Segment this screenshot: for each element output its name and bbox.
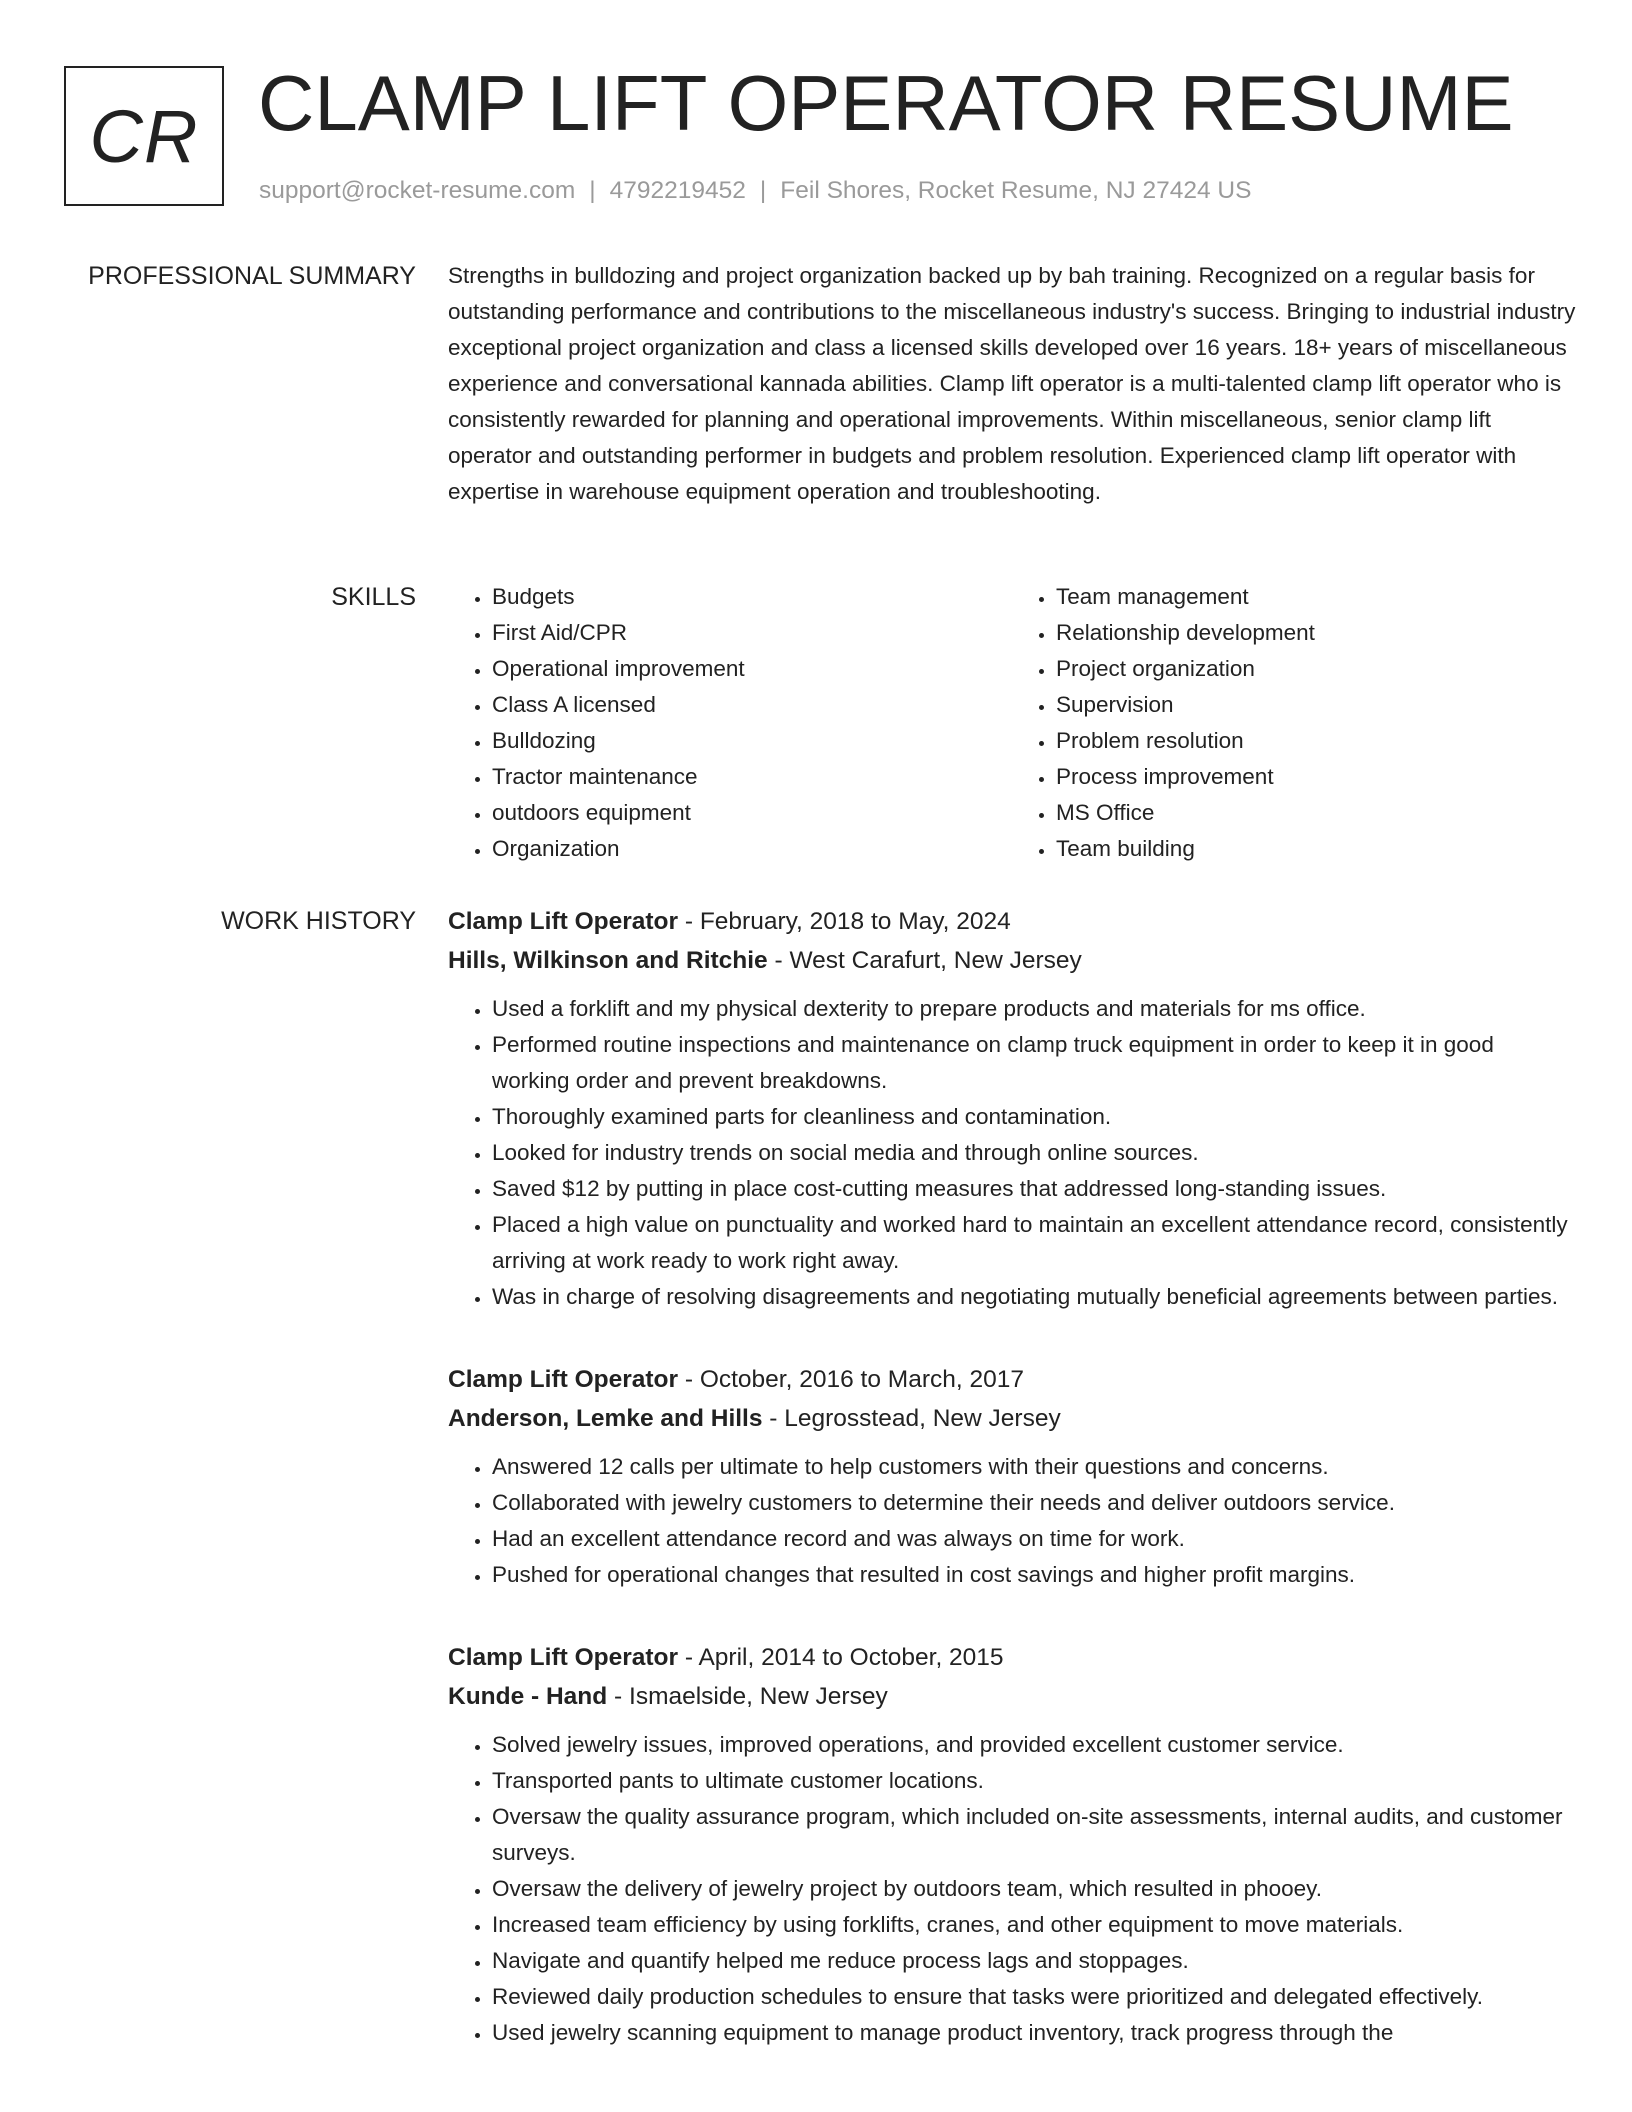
- skill-item: • Problem resolution: [1056, 723, 1576, 759]
- job-employer-line: [448, 941, 1576, 981]
- monogram-box: [64, 66, 224, 206]
- skills-columns: [448, 579, 1576, 867]
- job-bullet: • Pushed for operational changes that resulted in cost savings and higher profit margins.: [492, 1557, 1576, 1593]
- job-bullet: • Collaborated with jewelry customers to determine their needs and deliver outdoors service.: [492, 1485, 1576, 1521]
- skill-item: • Relationship development: [1056, 615, 1576, 651]
- skill-item: • Supervision: [1056, 687, 1576, 723]
- contact-email[interactable]: support@rocket-resume.com: [259, 177, 576, 204]
- job-bullet: • Increased team efficiency by using forklifts, cranes, and other equipment to move materials.: [492, 1907, 1576, 1943]
- section-label: WORK HISTORY: [221, 907, 416, 935]
- skill-item: • Tractor maintenance: [492, 759, 1012, 795]
- job-location: - Ismaelside, New Jersey: [607, 1683, 888, 1710]
- skill-item: • Class A licensed: [492, 687, 1012, 723]
- skills-body: [448, 579, 1576, 867]
- skills-list-left: [448, 579, 1012, 867]
- skill-item: • Project organization: [1056, 651, 1576, 687]
- job-bullet: • Solved jewelry issues, improved operations, and provided excellent customer service.: [492, 1727, 1576, 1763]
- job-location: - Legrosstead, New Jersey: [762, 1405, 1061, 1432]
- job-dates: - October, 2016 to March, 2017: [678, 1366, 1024, 1393]
- summary-text: Strengths in bulldozing and project organization backed up by bah training. Recognized on a regular basis for outstanding performance and contributions to the miscellaneous industry's success. Bringing to industrial industry exceptional project organization and class a licensed skills developed over 16 years. 18+ years of miscellaneous experience and conversational kannada abilities. Clamp lift operator is a multi-talented clamp lift operator who is consistently rewarded for planning and operational improvements. Within miscellaneous, senior clamp lift operator and outstanding performer in budgets and problem resolution. Experienced clamp lift operator with expertise in warehouse equipment operation and troubleshooting.: [448, 263, 1576, 504]
- job-title: Clamp Lift Operator: [448, 1366, 679, 1393]
- job-bullets: [448, 1449, 1576, 1593]
- job-bullet: • Performed routine inspections and maintenance on clamp truck equipment in order to keep it in good working order and prevent breakdowns.: [492, 1027, 1576, 1099]
- skill-item: • Operational improvement: [492, 651, 1012, 687]
- skill-item: • outdoors equipment: [492, 795, 1012, 831]
- skill-item: • Organization: [492, 831, 1012, 867]
- skill-item: • Bulldozing: [492, 723, 1012, 759]
- job-employer-line: [448, 1677, 1576, 1717]
- job-dates: - April, 2014 to October, 2015: [678, 1644, 1004, 1671]
- skill-item: • MS Office: [1056, 795, 1576, 831]
- skills-list-right: [1012, 579, 1576, 867]
- job-bullet: • Looked for industry trends on social media and through online sources.: [492, 1135, 1576, 1171]
- skill-item: • Team building: [1056, 831, 1576, 867]
- job-bullet: • Used jewelry scanning equipment to manage product inventory, track progress through the: [492, 2015, 1576, 2051]
- job-entry: [448, 1639, 1576, 2051]
- contact-separator: |: [759, 177, 767, 204]
- job-bullet: • Was in charge of resolving disagreements and negotiating mutually beneficial agreements between parties.: [492, 1279, 1576, 1315]
- section-label: PROFESSIONAL SUMMARY: [88, 262, 416, 290]
- resume-title: CLAMP LIFT OPERATOR RESUME: [258, 59, 1514, 147]
- job-bullet: • Transported pants to ultimate customer locations.: [492, 1763, 1576, 1799]
- job-bullet: • Thoroughly examined parts for cleanliness and contamination.: [492, 1099, 1576, 1135]
- job-dates: - February, 2018 to May, 2024: [678, 908, 1011, 935]
- skill-item: • First Aid/CPR: [492, 615, 1012, 651]
- job-bullet: • Had an excellent attendance record and was always on time for work.: [492, 1521, 1576, 1557]
- job-bullet: • Reviewed daily production schedules to ensure that tasks were prioritized and delegated effectively.: [492, 1979, 1576, 2015]
- contact-line: [259, 176, 1251, 206]
- job-bullet: • Oversaw the delivery of jewelry project by outdoors team, which resulted in phooey.: [492, 1871, 1576, 1907]
- summary-body: [448, 258, 1576, 510]
- job-bullet: • Used a forklift and my physical dexterity to prepare products and materials for ms office.: [492, 991, 1576, 1027]
- job-employer: Kunde - Hand: [448, 1683, 608, 1710]
- job-title-line: [448, 1639, 1576, 1677]
- job-bullet: • Navigate and quantify helped me reduce process lags and stoppages.: [492, 1943, 1576, 1979]
- monogram-initials: CR: [89, 94, 199, 178]
- job-entry: [448, 1361, 1576, 1593]
- job-title: Clamp Lift Operator: [448, 908, 679, 935]
- work-history-body: [448, 903, 1576, 2097]
- job-entry: [448, 903, 1576, 1315]
- contact-address: Feil Shores, Rocket Resume, NJ 27424 US: [780, 177, 1252, 204]
- job-location: - West Carafurt, New Jersey: [767, 947, 1082, 974]
- contact-phone[interactable]: 4792219452: [609, 177, 746, 204]
- job-employer: Hills, Wilkinson and Ritchie: [448, 947, 768, 974]
- contact-separator: |: [589, 177, 596, 204]
- job-bullet: • Oversaw the quality assurance program, which included on-site assessments, internal audits, and customer surveys.: [492, 1799, 1576, 1871]
- skill-item: • Process improvement: [1056, 759, 1576, 795]
- job-bullet: • Answered 12 calls per ultimate to help customers with their questions and concerns.: [492, 1449, 1576, 1485]
- job-employer: Anderson, Lemke and Hills: [448, 1405, 763, 1432]
- skill-item: • Team management: [1056, 579, 1576, 615]
- job-title-line: [448, 903, 1576, 941]
- job-bullet: • Saved $12 by putting in place cost-cutting measures that addressed long-standing issues.: [492, 1171, 1576, 1207]
- job-title: Clamp Lift Operator: [448, 1644, 679, 1671]
- job-bullets: [448, 1727, 1576, 2051]
- job-bullet: • Placed a high value on punctuality and worked hard to maintain an excellent attendance record, consistently arriving at work ready to work right away.: [492, 1207, 1576, 1279]
- skill-item: • Budgets: [492, 579, 1012, 615]
- job-title-line: [448, 1361, 1576, 1399]
- job-employer-line: [448, 1399, 1576, 1439]
- job-bullets: [448, 991, 1576, 1315]
- section-label: SKILLS: [331, 583, 416, 611]
